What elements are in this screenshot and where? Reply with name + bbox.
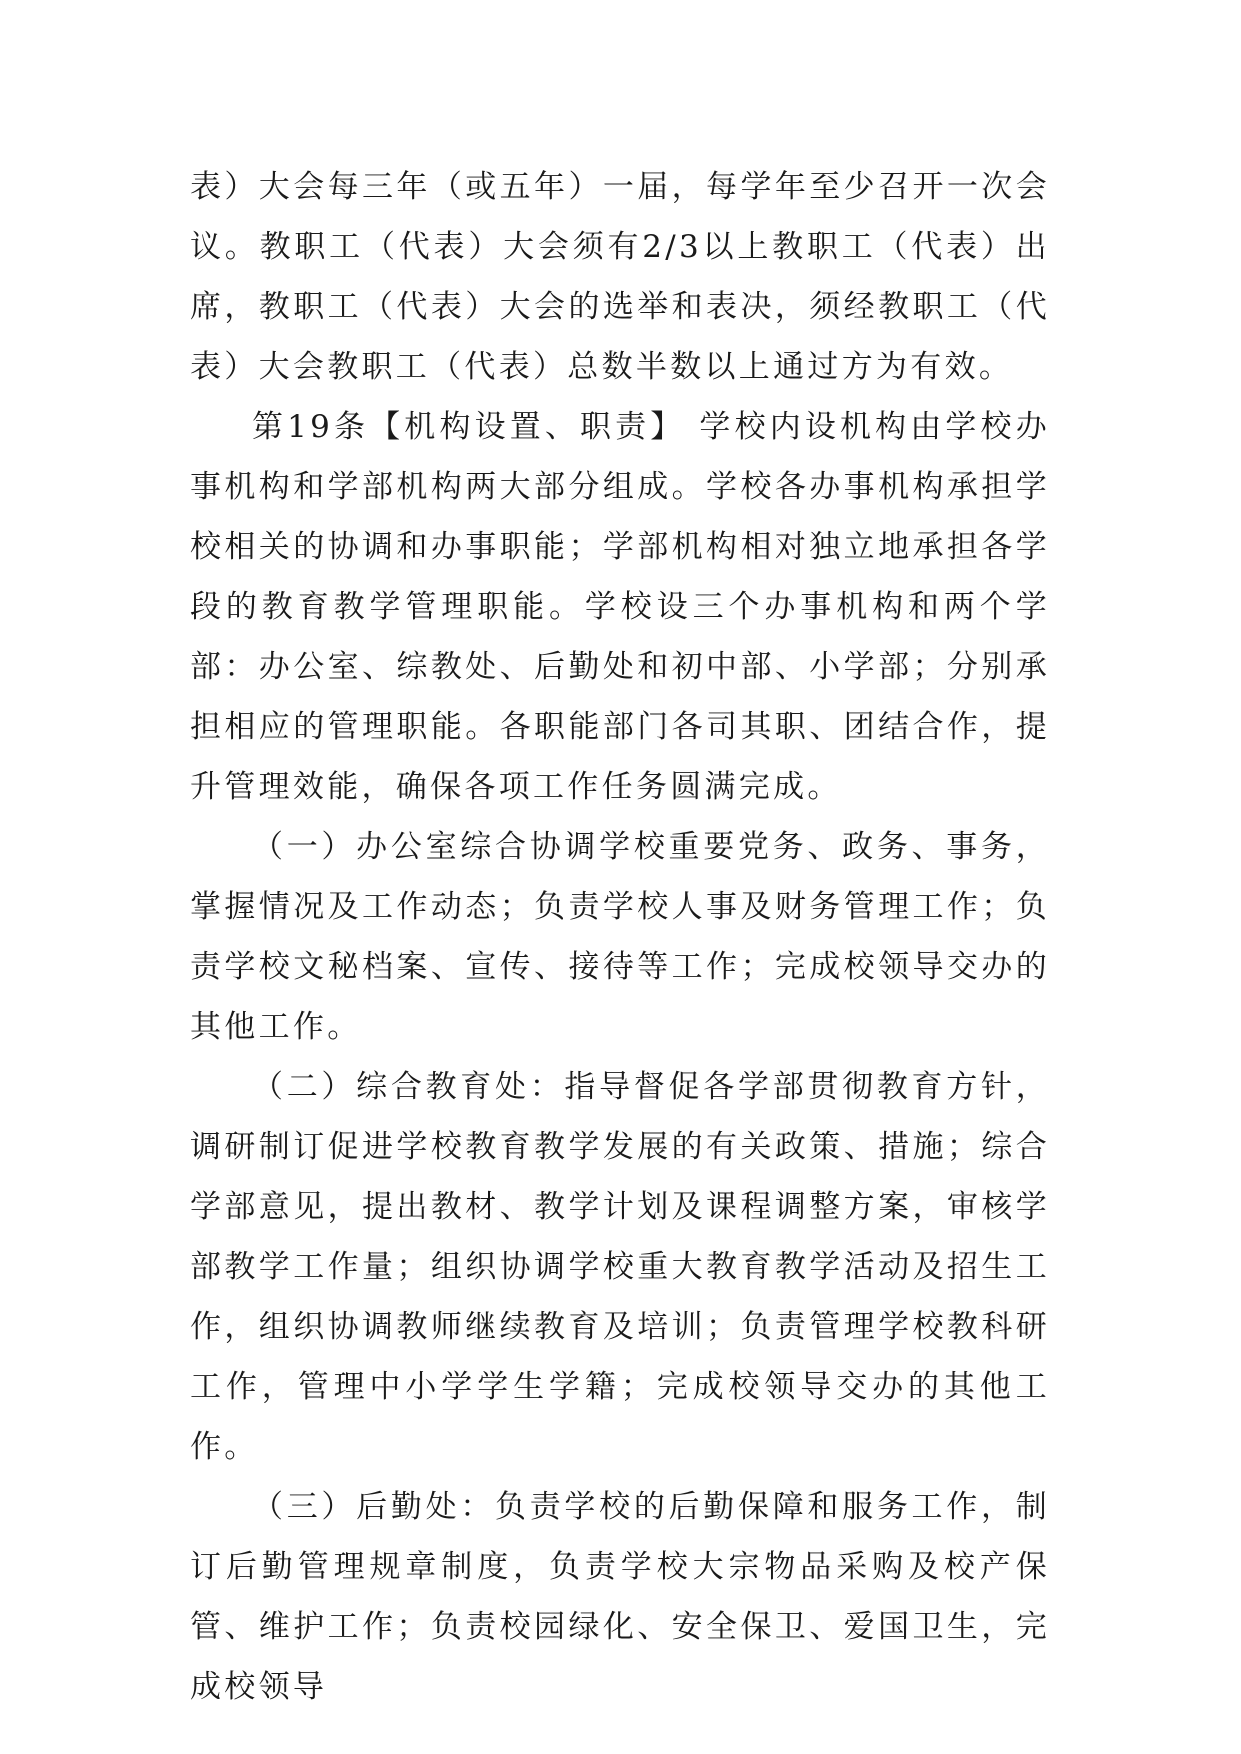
paragraph-logistics-office: （三）后勤处：负责学校的后勤保障和服务工作，制订后勤管理规章制度，负责学校大宗物品采购及校产保管、维护工作；负责校园绿化、安全保卫、爱国卫生，完成校领导	[190, 1489, 1050, 1705]
document-body	[190, 157, 1050, 1717]
paragraph-education-office: （二）综合教育处：指导督促各学部贯彻教育方针，调研制订促进学校教育教学发展的有关政策、措施；综合学部意见，提出教材、教学计划及课程调整方案，审核学部教学工作量；组织协调学校重大教育教学活动及招生工作，组织协调教师继续教育及培训；负责管理学校教科研工作，管理中小学学生学籍；完成校领导交办的其他工作。	[190, 1069, 1050, 1465]
paragraph-office: （一）办公室综合协调学校重要党务、政务、事务，掌握情况及工作动态；负责学校人事及财务管理工作；负责学校文秘档案、宣传、接待等工作；完成校领导交办的其他工作。	[190, 829, 1050, 1045]
paragraph-article-19: 第19条【机构设置、职责】 学校内设机构由学校办事机构和学部机构两大部分组成。学校各办事机构承担学校相关的协调和办事职能；学部机构相对独立地承担各学段的教育教学管理职能。学校设三个办事机构和两个学部：办公室、综教处、后勤处和初中部、小学部；分别承担相应的管理职能。各职能部门各司其职、团结合作，提升管理效能，确保各项工作任务圆满完成。	[190, 409, 1050, 805]
paragraph-continuation: 表）大会每三年（或五年）一届，每学年至少召开一次会议。教职工（代表）大会须有2/3以上教职工（代表）出席，教职工（代表）大会的选举和表决，须经教职工（代表）大会教职工（代表）总数半数以上通过方为有效。	[190, 169, 1050, 385]
